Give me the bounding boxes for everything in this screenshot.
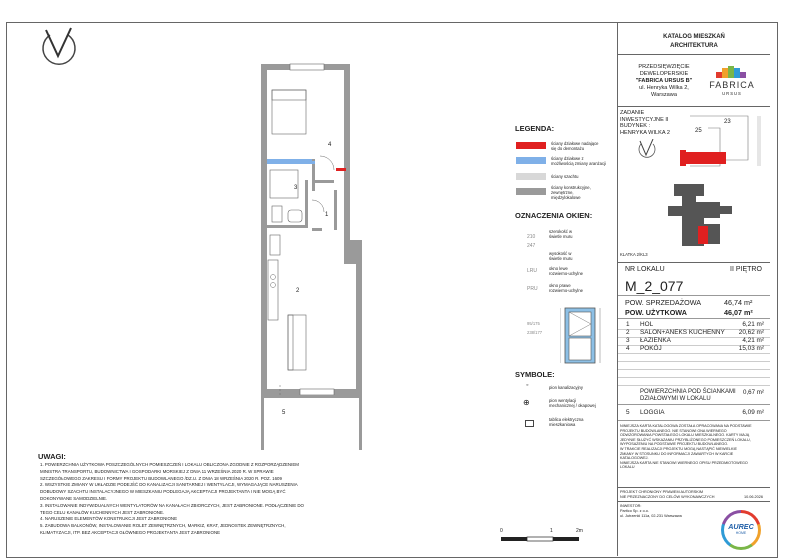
room-4-tag: 4: [328, 142, 332, 148]
room-5-tag: 5: [282, 410, 286, 416]
right-panel-divider: [617, 22, 618, 556]
window-dim-2: 238/177: [527, 330, 543, 335]
north-arrow-icon: [637, 139, 657, 161]
window-code-lru: LRU: [527, 268, 538, 274]
brand-sub: URSUS: [722, 91, 742, 96]
copyright: PROJEKT CHRONIONY PRAWEM AUTORSKIM NIE PRZEZNACZONY DO CELÓW WYKONAWCZYCH: [620, 490, 715, 499]
unit-number: M_2_077: [625, 278, 684, 294]
project-block: PRZEDSIĘWZIĘCIE DEWELOPERSKIE "FABRICA URSUS B" ul. Henryka Wilka 2, Warszawa: [635, 64, 693, 98]
symbol-label-ventilation: pion wentylacji mechanicznej / okapowej: [549, 398, 596, 408]
section-title: ARCHITEKTURA: [670, 43, 718, 49]
legend-label-arrangement: ściany działowe z możliwością zmiany aranżacji: [551, 156, 606, 166]
investor: INWESTOR: Partico Sp. z o.o. ul. Jutrzenki 111a, 02-231 Warszawa: [620, 504, 682, 518]
sale-area-label: POW. SPRZEDAŻOWA: [625, 298, 702, 307]
aurec-logo-sub: HOME: [735, 531, 747, 535]
window-code-pru: PRU: [527, 286, 538, 292]
architect-logo: [38, 26, 78, 70]
windows-title: OZNACZENIA OKIEN:: [515, 211, 593, 220]
scale-tick-1: 1: [550, 528, 553, 534]
legend-swatch-arrangement: [516, 157, 546, 164]
electric-panel-icon: [525, 420, 534, 427]
legend-swatch-demolition: [516, 142, 546, 149]
window-code-width: 210: [527, 234, 536, 240]
building-25-label: 25: [695, 128, 702, 134]
unit-floor: II PIĘTRO: [730, 266, 762, 273]
note-line: DOKONYWANE SAMODZIELNIE.: [40, 495, 108, 501]
room-row: 3 ŁAZIENKA 4,21 m²: [626, 337, 764, 344]
note-line: 5. ZABUDOWA BALKONÓW, INSTALOWANIE ROLET ZEWNĘTRZNYCH, MARKIZ, KRAT, JEDNOSTEK ZEWNĘTRZNYCH,: [40, 523, 286, 529]
brand-name: FABRICA: [709, 80, 755, 90]
window-label-lru: okno lewe rozwierno-uchylne: [549, 266, 583, 276]
building-23-label: 23: [724, 119, 731, 125]
note-line: TEGO CELU KANAŁÓW KUCHENNYCH JEST ZABRONIONE.: [40, 509, 165, 515]
legend-label-demolition: ściany działowe nadające się do demontażu: [551, 141, 599, 151]
partition-area-value: 0,67 m²: [743, 389, 764, 396]
note-line: 3. INSTALOWANIE INDYWIDUALNYCH WENTYLATORÓW NA KANAŁACH ZBIORCZYCH, JEST ZABRONIONE. PODŁĄCZENIE DO: [40, 502, 304, 508]
window-code-height: 247: [527, 243, 536, 249]
symbols-title: SYMBOLE:: [515, 370, 555, 379]
window-diagram: [560, 307, 602, 365]
room-row: 1 HOL 6,21 m²: [626, 321, 764, 328]
sewer-riser-icon: ◦: [526, 382, 529, 389]
scale-tick-0: 0: [500, 528, 503, 534]
window-label-pru: okno prawe rozwierno-uchylne: [549, 283, 583, 293]
partition-area-label: POWIERZCHNIA POD ŚCIANKAMI DZIAŁOWYMI W LOKALU: [640, 389, 736, 402]
stair-label: KLATKA 2/KL3: [620, 252, 648, 257]
room-2-tag: 2: [296, 288, 300, 294]
fabrica-logo-mark: [712, 64, 752, 78]
note-line: DOBUDOWY SZACHTU INSTALACYJNEGO W MIESZKANIU PODLEGAJĄ AKCEPTACJI PROJEKTANTA I NIE MOGĄ BYĆ: [40, 489, 286, 495]
window-dim-1: 95/175: [527, 321, 540, 326]
scale-tick-2: 2m: [576, 528, 583, 534]
window-label-height: wysokość w świetle muru: [549, 251, 573, 261]
legend-label-shaft: ściany szachtu: [551, 174, 579, 179]
note-line: KLIMATYZACJI, ITP. BEZ AKCEPTACJI GŁÓWNEGO PROJEKTANTA JEST ZABRONIONE: [40, 529, 221, 535]
scale-bar: [500, 536, 584, 544]
room-row: 4 POKÓJ 15,03 m²: [626, 345, 764, 352]
unit-nr-label: NR LOKALU: [625, 266, 665, 273]
catalog-title: KATALOG MIESZKAŃ: [663, 34, 725, 40]
note-line: MINISTRA TRANSPORTU, BUDOWNICTWA I GOSPODARKI MORSKIEJ Z DNIA 11 WRZEŚNIA 2020 R. W SPRAWIE: [40, 468, 274, 474]
legend-title: LEGENDA:: [515, 124, 555, 133]
symbol-label-electric: tablica elektryczna mieszkaniowa: [549, 417, 584, 427]
window-label-width: szerokość w świetle muru: [549, 229, 573, 239]
legend-swatch-shaft: [516, 173, 546, 180]
issue-date: 10.06.2026: [744, 495, 764, 499]
room-row: 2 SALON+ANEKS KUCHENNY 20,62 m²: [626, 329, 764, 336]
ventilation-riser-icon: ⊕: [523, 398, 530, 407]
symbol-label-sewer: pion kanalizacyjny: [549, 385, 583, 390]
floor-plan: [250, 60, 362, 450]
note-line: 2. WSZYSTKIE ZMIANY W UKŁADZIE PODEJŚĆ DO KANALIZACJI SANITARNEJ I WENTYLACJI, WYMAGAJĄCE NARUSZENIA: [40, 482, 298, 488]
note-line: SZCZEGÓŁOWEGO ZAKRESU I FORMY PROJEKTU BUDOWLANEGO /DZ.U. Z DNIA 18 WRZEŚNIA 2020 R. POZ. 1609: [40, 475, 282, 481]
disclaimer: NINIEJSZA KARTA KATALOGOWA ZOSTAŁA OPRACOWANA NA PODSTAWIE PROJEKTU BUDOWLANEGO. NIE STANOWI ONA WIERNEGO ODWZOROWANIA POWSTAŁEGO LOKALU MIESZKALNEGO. KARTY MAJĄ JEDYNIE SŁUŻYĆ WSKAZANIU PRZYBLIŻONEGO POMIESZCZEŃ LOKALU, WYPOSAŻENIU NA PODSTAWIE PROJEKTU BUDOWLANEGO. W TRAKCIE REALIZACJI PROJEKTU MOGĄ NASTĄPIĆ NIEWIELKIE ZMIANY W STOSUNKU DO INFORMACJI ZAWARTYCH W KARCIE KATALOGOWEJ. NINIEJSZA KARTA NIE STANOWI WIERNEGO OPISU PRZEDMIOTOWEGO LOKALU: [620, 424, 752, 470]
loggia-row: 5 LOGGIA 6,09 m²: [626, 409, 764, 416]
legend-label-structural: ściany konstrukcyjne, zewnętrzne, międzylokalowe: [551, 185, 591, 200]
usable-area-label: POW. UŻYTKOWA: [625, 308, 687, 317]
notes-list: [40, 462, 450, 537]
usable-area-value: 46,07 m²: [724, 308, 753, 317]
notes-title: UWAGI:: [38, 452, 66, 461]
room-3-tag: 3: [294, 185, 298, 191]
task-block: ZADANIE INWESTYCYJNE II BUDYNEK : HENRYKA WILKA 2: [620, 110, 670, 136]
room-1-tag: 1: [325, 212, 329, 218]
note-line: 1. POWIERZCHNIA UŻYTKOWA POSZCZEGÓLNYCH POMIESZCZEŃ I LOKALU OBLICZONA ZGODNIE Z ROZPORZĄDZENIEM: [40, 462, 299, 467]
legend-swatch-structural: [516, 188, 546, 195]
aurec-logo-text: AUREC: [728, 522, 754, 531]
sale-area-value: 46,74 m²: [724, 298, 753, 307]
note-line: 4. NARUSZENIE ELEMENTÓW KONSTRUKCJI JEST ZABRONIONE: [40, 516, 178, 522]
